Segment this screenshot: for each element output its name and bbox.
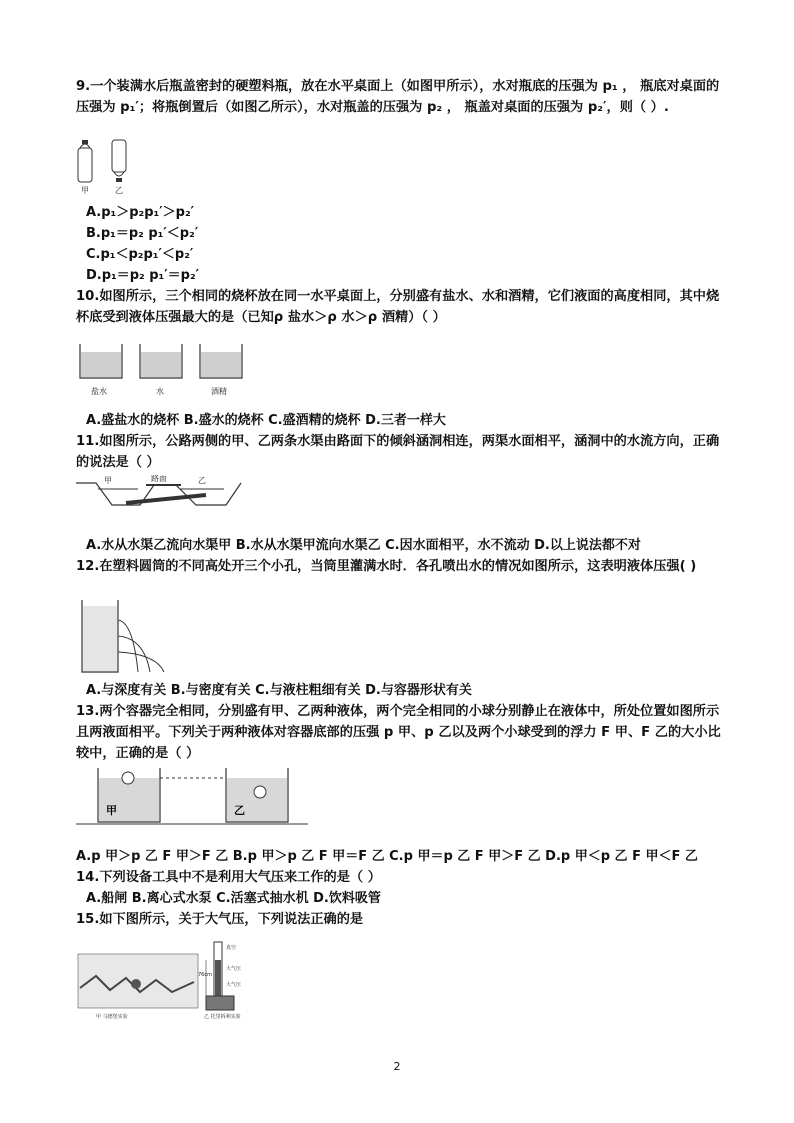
label-salt-water: 盐水 xyxy=(91,387,107,396)
label-jia: 甲 xyxy=(81,186,89,195)
magdeburg-illustration xyxy=(78,954,198,1008)
water-column xyxy=(83,606,117,671)
label-canal-jia: 甲 xyxy=(104,476,112,485)
canals-figure xyxy=(76,475,246,525)
question-15-stem: 15.如下图所示，关于大气压，下列说法正确的是 xyxy=(76,912,364,927)
label-air-pressure-1: 大气压 xyxy=(226,966,242,972)
culvert xyxy=(126,495,206,503)
q10-options[interactable]: A.盛盐水的烧杯 B.盛水的烧杯 C.盛酒精的烧杯 D.三者一样大 xyxy=(86,413,446,428)
question-11-stem: 11.如图所示，公路两侧的甲、乙两条水渠由路面下的倾斜涵洞相连，两渠水面相平，涵洞中的水流方向，正确的说法是（ ） xyxy=(76,434,720,470)
q9-option-c[interactable]: C.p₁＜p₂p₁′＜p₂′ xyxy=(86,247,194,262)
label-yi: 乙 xyxy=(115,186,123,195)
question-13-stem: 13.两个容器完全相同，分别盛有甲、乙两种液体，两个完全相同的小球分别静止在液体中，所处位置如图所示且两液面相平。下列关于两种液体对容器底部的压强 p 甲、p 乙以及两个小球受到的浮力 F 甲、F 乙的大小比较中，正确的是（ ） xyxy=(76,704,721,761)
q13-options[interactable]: A.p 甲＞p 乙 F 甲＞F 乙 B.p 甲＞p 乙 F 甲＝F 乙 C.p 甲＝p 乙 F 甲＞F 乙 D.p 甲＜p 乙 F 甲＜F 乙 xyxy=(76,849,698,864)
label-alcohol: 酒精 xyxy=(211,387,227,396)
cylinder-figure xyxy=(78,598,188,678)
question-10-stem: 10.如图所示，三个相同的烧杯放在同一水平桌面上，分别盛有盐水、水和酒精，它们液面的高度相同，其中烧杯底受到液体压强最大的是（已知ρ 盐水＞ρ 水＞ρ 酒精）（ ） xyxy=(76,289,720,325)
label-vacuum: 真空 xyxy=(226,945,237,951)
jet-bottom xyxy=(118,652,164,672)
caption-torricelli: 乙 托里拆利实验 xyxy=(204,1014,241,1020)
label-road: 路面 xyxy=(151,475,167,483)
beaker-water xyxy=(140,344,182,378)
label-76cm: 76cm xyxy=(198,972,212,978)
label-liquid-jia: 甲 xyxy=(106,804,117,817)
jet-top xyxy=(118,620,138,672)
label-liquid-yi: 乙 xyxy=(234,804,245,817)
label-air-pressure-2: 大气压 xyxy=(226,982,242,988)
atmosphere-figure xyxy=(76,940,276,1022)
caption-magdeburg: 甲 马德堡实验 xyxy=(96,1014,128,1020)
bottle-upright xyxy=(78,140,92,182)
beaker-salt-water xyxy=(80,344,122,378)
beaker-alcohol xyxy=(200,344,242,378)
bottles-figure xyxy=(74,138,134,196)
bottle-inverted xyxy=(112,140,126,182)
question-14-stem: 14.下列设备工具中不是利用大气压来工作的是（ ） xyxy=(76,870,381,885)
page-number: 2 xyxy=(393,1060,401,1073)
containers-figure xyxy=(76,766,308,828)
q9-option-a[interactable]: A.p₁＞p₂p₁′＞p₂′ xyxy=(86,205,195,220)
q12-options[interactable]: A.与深度有关 B.与密度有关 C.与液柱粗细有关 D.与容器形状有关 xyxy=(86,683,472,698)
beakers-figure xyxy=(76,340,256,400)
q11-options[interactable]: A.水从水渠乙流向水渠甲 B.水从水渠甲流向水渠乙 C.因水面相平，水不流动 D.以上说法都不对 xyxy=(86,538,641,553)
label-canal-yi: 乙 xyxy=(198,476,206,485)
q14-options[interactable]: A.船闸 B.离心式水泵 C.活塞式抽水机 D.饮料吸管 xyxy=(86,891,381,906)
q9-option-b[interactable]: B.p₁＝p₂ p₁′＜p₂′ xyxy=(86,226,199,241)
q9-option-d[interactable]: D.p₁＝p₂ p₁′＝p₂′ xyxy=(86,268,200,283)
question-12-stem: 12.在塑料圆筒的不同高处开三个小孔，当筒里灌满水时．各孔喷出水的情况如图所示，这表明液体压强( ) xyxy=(76,559,697,574)
question-9-stem: 9.一个装满水后瓶盖密封的硬塑料瓶，放在水平桌面上（如图甲所示），水对瓶底的压强为 p₁ ， 瓶底对桌面的压强为 p₁′；将瓶倒置后（如图乙所示），水对瓶盖的压强为 p₂ ， 瓶盖对桌面的压强为 p₂′，则（ ）. xyxy=(76,79,720,115)
label-water: 水 xyxy=(156,387,164,396)
